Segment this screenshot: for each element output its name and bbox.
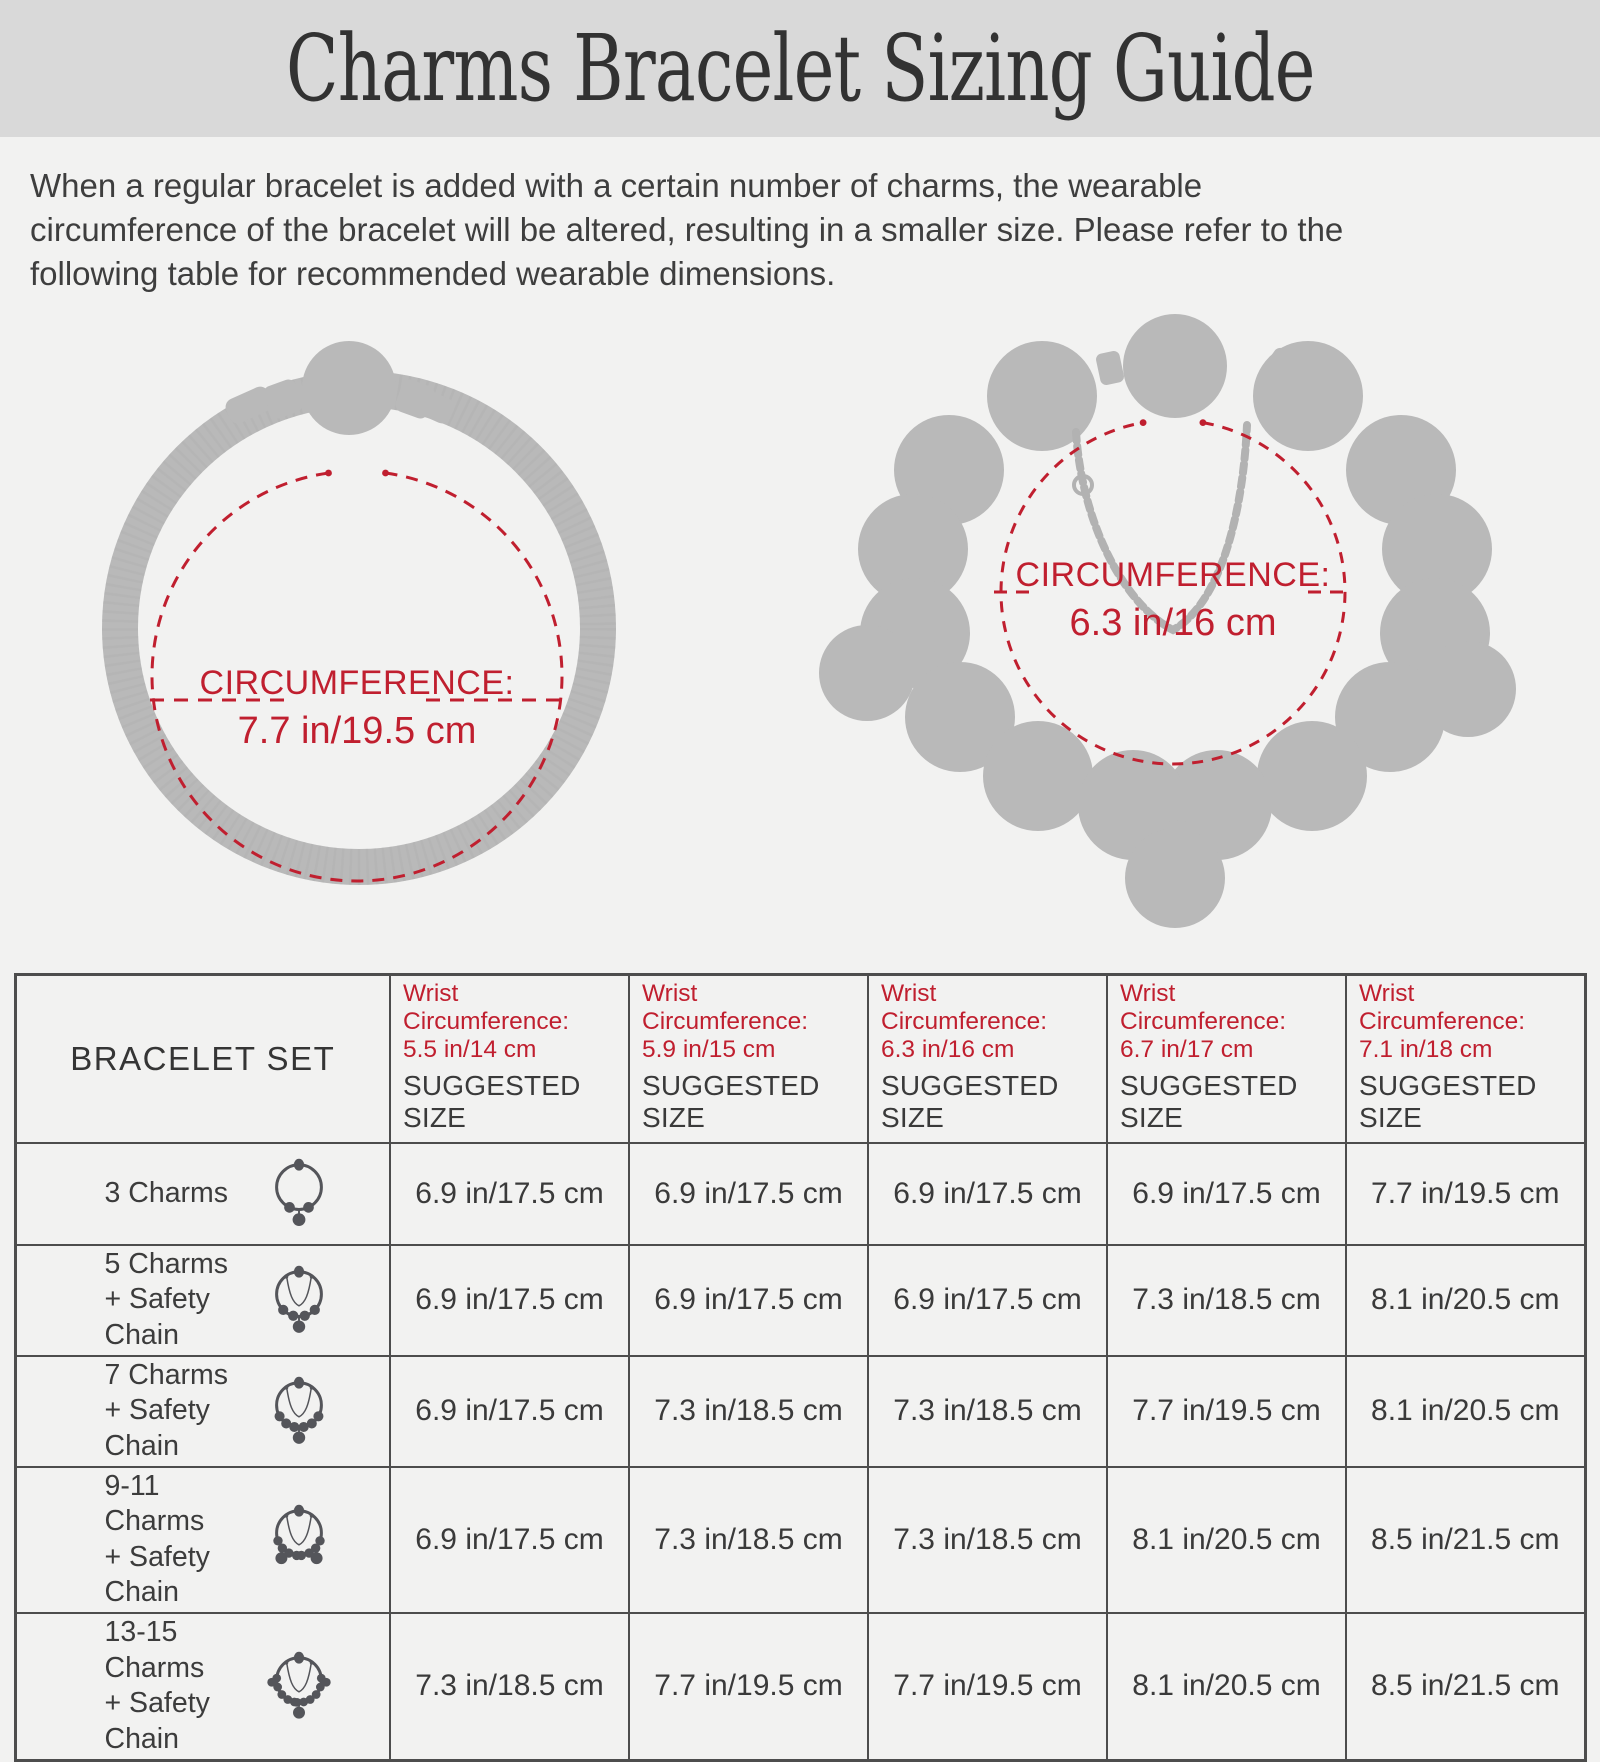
suggested-size-cell: 6.9 in/17.5 cm (390, 1143, 629, 1245)
suggested-size-cell: 8.1 in/20.5 cm (1107, 1467, 1346, 1614)
bracelet-3-charms-icon (267, 1155, 331, 1232)
wrist-column-header-4 (1107, 974, 1346, 1143)
wrist-circumference-label: Wrist Circumference: (1359, 979, 1526, 1036)
suggested-size-cell: 6.9 in/17.5 cm (390, 1467, 629, 1614)
table-row-13-15-charms (15, 1613, 1585, 1760)
suggested-size-cell: 7.3 in/18.5 cm (629, 1467, 868, 1614)
intro-line: When a regular bracelet is added with a certain number of charms, the wearable (30, 167, 1203, 204)
wrist-circumference-label: Wrist Circumference: (403, 979, 570, 1036)
table-row-5-charms (15, 1245, 1585, 1356)
wrist-column-header-3 (868, 974, 1107, 1143)
suggested-size-cell: 8.1 in/20.5 cm (1346, 1245, 1585, 1356)
bracelet-set-label: 3 Charms (104, 1177, 229, 1210)
bracelet-set-label: 7 Charms + Safety Chain (104, 1358, 229, 1462)
bracelet-set-header: BRACELET SET (15, 974, 390, 1143)
bracelet-7-charms-safety-chain-icon (267, 1373, 331, 1450)
table-header-row (15, 974, 1585, 1143)
wrist-size-value: 5.9 in/15 cm (642, 1036, 776, 1064)
title-band (0, 0, 1600, 137)
page-title: Charms Bracelet Sizing Guide (285, 14, 1315, 123)
wrist-size-value: 6.3 in/16 cm (881, 1036, 1015, 1064)
suggested-size-cell: 7.7 in/19.5 cm (868, 1613, 1107, 1760)
suggested-size-cell: 7.3 in/18.5 cm (868, 1467, 1107, 1614)
suggested-size-cell: 6.9 in/17.5 cm (390, 1245, 629, 1356)
intro-line: circumference of the bracelet will be altered, resulting in a smaller size. Please refer to the (30, 210, 1344, 248)
bracelet-set-cell (15, 1245, 390, 1356)
circumference-label: CIRCUMFERENCE: (199, 663, 515, 702)
charm-bracelet-figure (780, 300, 1540, 960)
circumference-value: 7.7 in/19.5 cm (237, 709, 477, 752)
wrist-column-header-2 (629, 974, 868, 1143)
circumference-label: CIRCUMFERENCE: (1015, 555, 1331, 594)
suggested-size-cell: 7.7 in/19.5 cm (1107, 1356, 1346, 1467)
bracelet-set-label: 13-15 Charms + Safety Chain (104, 1616, 210, 1755)
suggested-size-cell: 8.1 in/20.5 cm (1107, 1613, 1346, 1760)
suggested-size-cell: 8.5 in/21.5 cm (1346, 1613, 1585, 1760)
suggested-size-label: SUGGESTED SIZE (403, 1069, 581, 1133)
wrist-circumference-label: Wrist Circumference: (1120, 979, 1287, 1036)
bracelet-9-11-charms-safety-chain-icon (267, 1501, 331, 1578)
suggested-size-cell: 7.3 in/18.5 cm (390, 1613, 629, 1760)
bracelet-set-label: 9-11 Charms + Safety Chain (104, 1469, 210, 1609)
bracelet-5-charms-safety-chain-icon (267, 1262, 331, 1339)
table-row-9-11-charms (15, 1467, 1585, 1614)
wrist-circumference-label: Wrist Circumference: (642, 979, 809, 1036)
circumference-value: 6.3 in/16 cm (1069, 601, 1277, 644)
plain-bracelet-circumference-annotation (200, 664, 515, 753)
suggested-size-cell: 6.9 in/17.5 cm (1107, 1143, 1346, 1245)
suggested-size-cell: 7.7 in/19.5 cm (629, 1613, 868, 1760)
suggested-size-cell: 6.9 in/17.5 cm (629, 1245, 868, 1356)
plain-bracelet-silhouette (60, 328, 700, 948)
bracelet-set-cell (15, 1356, 390, 1467)
suggested-size-cell: 6.9 in/17.5 cm (629, 1143, 868, 1245)
bracelet-set-cell (15, 1613, 390, 1760)
plain-bracelet-figure (60, 328, 700, 948)
wrist-column-header-5 (1346, 974, 1585, 1143)
table-row-7-charms (15, 1356, 1585, 1467)
wrist-column-header-1 (390, 974, 629, 1143)
suggested-size-cell: 8.5 in/21.5 cm (1346, 1467, 1585, 1614)
suggested-size-cell: 8.1 in/20.5 cm (1346, 1356, 1585, 1467)
wrist-circumference-label: Wrist Circumference: (881, 979, 1048, 1036)
intro-paragraph (30, 164, 1572, 296)
sizing-table (14, 973, 1587, 1762)
suggested-size-cell: 7.3 in/18.5 cm (868, 1356, 1107, 1467)
suggested-size-label: SUGGESTED SIZE (881, 1069, 1059, 1133)
suggested-size-cell: 6.9 in/17.5 cm (868, 1245, 1107, 1356)
suggested-size-label: SUGGESTED SIZE (1120, 1069, 1298, 1133)
wrist-size-value: 5.5 in/14 cm (403, 1036, 537, 1064)
suggested-size-label: SUGGESTED SIZE (642, 1069, 820, 1133)
suggested-size-cell: 7.7 in/19.5 cm (1346, 1143, 1585, 1245)
suggested-size-cell: 6.9 in/17.5 cm (390, 1356, 629, 1467)
bracelet-set-cell (15, 1467, 390, 1614)
suggested-size-cell: 7.3 in/18.5 cm (1107, 1245, 1346, 1356)
suggested-size-cell: 7.3 in/18.5 cm (629, 1356, 868, 1467)
bracelet-13-15-charms-safety-chain-icon (267, 1648, 331, 1725)
illustrations-section (0, 308, 1600, 963)
charm-bracelet-circumference-annotation (1016, 556, 1331, 645)
suggested-size-cell: 6.9 in/17.5 cm (868, 1143, 1107, 1245)
wrist-size-value: 6.7 in/17 cm (1120, 1036, 1254, 1064)
wrist-size-value: 7.1 in/18 cm (1359, 1036, 1493, 1064)
suggested-size-label: SUGGESTED SIZE (1359, 1069, 1537, 1133)
table-row-3-charms (15, 1143, 1585, 1245)
bracelet-set-label: 5 Charms + Safety Chain (104, 1247, 229, 1352)
intro-line: following table for recommended wearable dimensions. (30, 254, 836, 292)
bracelet-set-cell (15, 1143, 390, 1245)
